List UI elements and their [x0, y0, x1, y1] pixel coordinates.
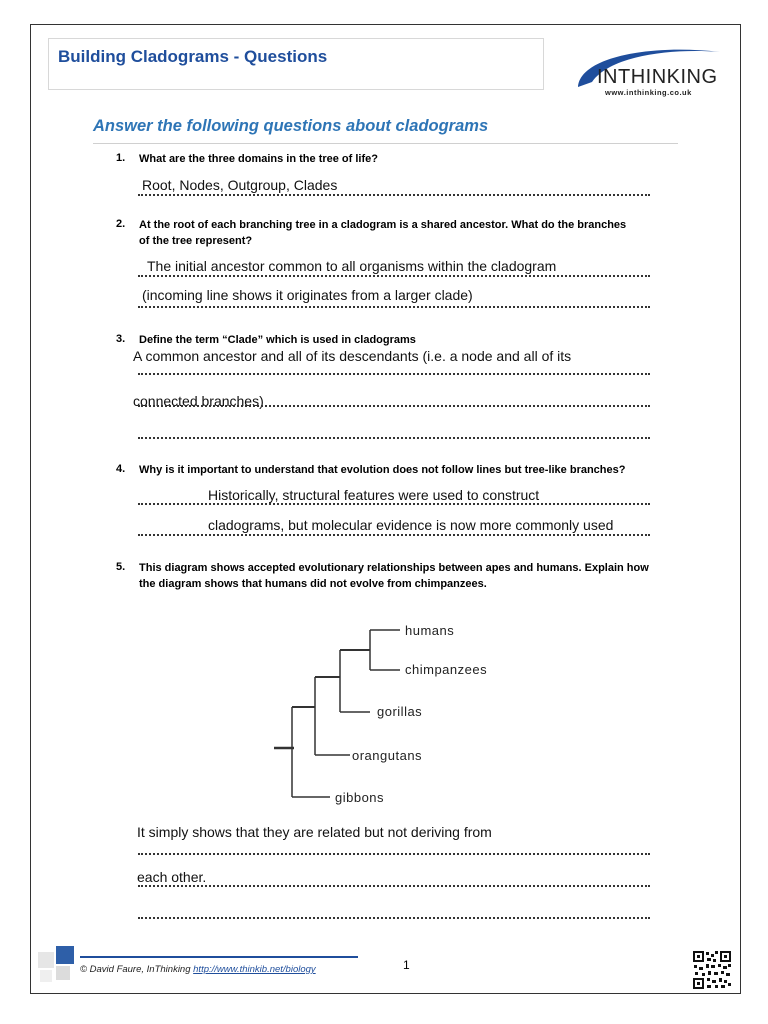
- footer-decor-square: [40, 970, 52, 982]
- answer-3-line-2[interactable]: connected branches): [133, 393, 264, 409]
- question-5-number: 5.: [116, 561, 126, 573]
- answer-5-line-1[interactable]: It simply shows that they are related but not deriving from: [137, 824, 492, 840]
- footer-link[interactable]: http://www.thinkib.net/biology: [193, 964, 316, 975]
- answer-line: [138, 437, 650, 439]
- answer-5-line-2[interactable]: each other.: [137, 869, 207, 885]
- question-3-number: 3.: [116, 333, 126, 345]
- taxon-gorillas: gorillas: [377, 704, 423, 719]
- footer-decor-square: [56, 966, 70, 980]
- question-4-number: 4.: [116, 463, 126, 475]
- qr-code-icon: [692, 950, 732, 990]
- answer-line: [138, 503, 650, 505]
- footer-copyright: [80, 964, 316, 975]
- answer-2-line-1[interactable]: The initial ancestor common to all organisms within the cladogram: [147, 258, 557, 274]
- question-1-text: What are the three domains in the tree of life?: [139, 153, 378, 165]
- answer-4-line-1[interactable]: Historically, structural features were used to construct: [208, 487, 540, 503]
- answer-line: [138, 275, 650, 277]
- taxon-orangutans: orangutans: [352, 748, 423, 763]
- answer-line: [138, 405, 650, 407]
- answer-2-line-2[interactable]: (incoming line shows it originates from a larger clade): [142, 287, 473, 303]
- page-title: Building Cladograms - Questions: [58, 47, 328, 66]
- cladogram: [260, 615, 520, 815]
- page-border: [30, 24, 741, 994]
- taxon-humans: humans: [405, 623, 455, 638]
- question-5-text: This diagram shows accepted evolutionary relationships between apes and humans. Explain how the diagram shows that humans did not evolve from chimpanzees.: [139, 562, 649, 590]
- taxon-gibbons: gibbons: [335, 790, 385, 805]
- answer-line: [138, 194, 650, 196]
- footer-copyright-text: © David Faure, InThinking: [80, 964, 194, 975]
- page-number: 1: [403, 958, 410, 972]
- question-3-text: Define the term “Clade” which is used in cladograms: [139, 334, 416, 346]
- answer-line: [138, 306, 650, 308]
- logo-url: www.inthinking.co.uk: [605, 88, 692, 97]
- answer-3-line-1[interactable]: A common ancestor and all of its descendants (i.e. a node and all of its: [133, 348, 572, 364]
- answer-line: [138, 534, 650, 536]
- question-2-number: 2.: [116, 218, 126, 230]
- answer-line: [138, 885, 650, 887]
- subtitle: Answer the following questions about cladograms: [93, 117, 489, 135]
- footer-rule: [80, 956, 358, 958]
- question-1-number: 1.: [116, 152, 126, 164]
- answer-line: [138, 373, 650, 375]
- question-4-text: Why is it important to understand that evolution does not follow lines but tree-like branches?: [139, 464, 626, 476]
- answer-4-line-2[interactable]: cladograms, but molecular evidence is now more commonly used: [208, 517, 614, 533]
- answer-line: [138, 917, 650, 919]
- subtitle-rule: [93, 143, 678, 144]
- footer-decor-square: [38, 952, 54, 968]
- logo-text: INTHINKING: [597, 66, 718, 88]
- answer-1-line-1[interactable]: Root, Nodes, Outgroup, Clades: [142, 177, 338, 193]
- answer-line: [138, 853, 650, 855]
- taxon-chimpanzees: chimpanzees: [405, 662, 488, 677]
- footer-decor-square: [56, 946, 74, 964]
- question-2-text: At the root of each branching tree in a cladogram is a shared ancestor. What do the branches of the tree represent?: [139, 219, 627, 247]
